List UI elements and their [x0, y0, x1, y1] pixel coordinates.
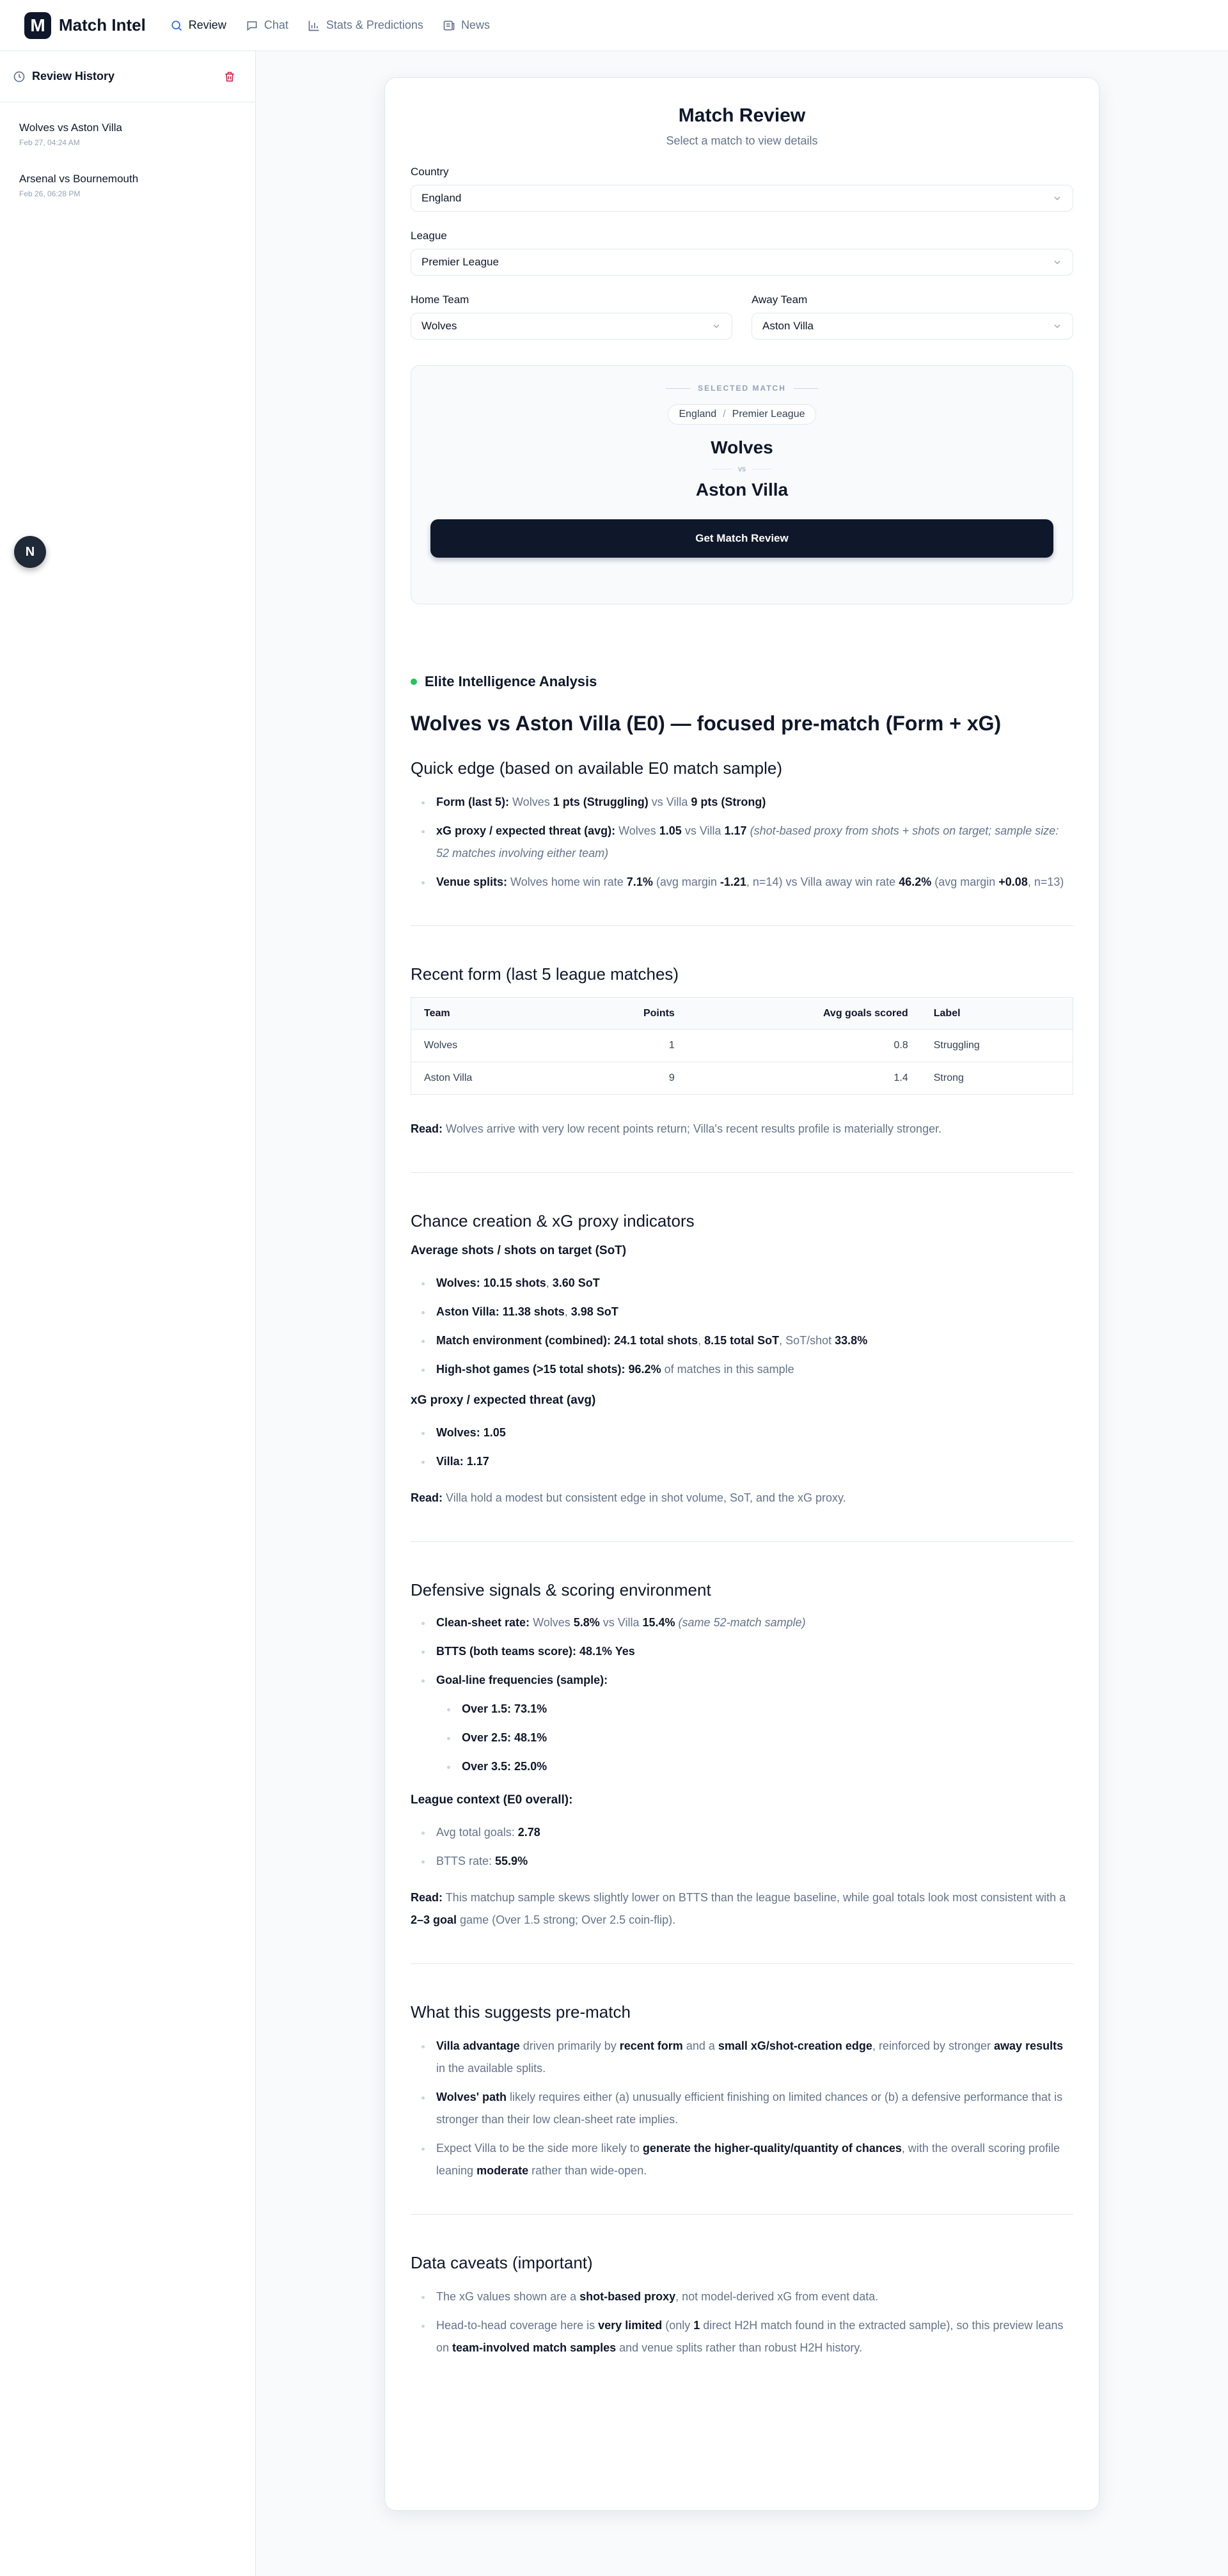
- league-value: Premier League: [421, 256, 499, 268]
- table-cell: 9: [668, 1072, 675, 1083]
- list-item: Villa: 1.17: [411, 1450, 1073, 1473]
- analysis-title: Wolves vs Aston Villa (E0) — focused pre-match (Form + xG): [411, 712, 1002, 735]
- pill-country: England: [679, 409, 717, 420]
- list-item: The xG values shown are a shot-based proxy, not model-derived xG from event data.: [411, 2286, 1073, 2308]
- list-item: Goal-line frequencies (sample): Over 1.5: 73.1% Over 2.5: 48.1% Over 3.5: 25.0%: [411, 1669, 1073, 1778]
- nav-chat[interactable]: [246, 19, 288, 32]
- table-cell: Wolves: [411, 1030, 568, 1062]
- list-item: Wolves: 10.15 shots, 3.60 SoT: [411, 1272, 1073, 1294]
- home-team-label: Home Team: [411, 294, 469, 306]
- section-chance-creation-title: Chance creation & xG proxy indicators: [411, 1211, 695, 1230]
- xg-subheading: xG proxy / expected threat (avg): [411, 1394, 596, 1407]
- country-select[interactable]: [411, 185, 1073, 212]
- section-suggests-title: What this suggests pre-match: [411, 2002, 631, 2022]
- table-cell: 0.8: [688, 1030, 921, 1062]
- defensive-list: [411, 1612, 1073, 1778]
- list-item: Venue splits: Wolves home win rate 7.1% (avg margin -1.21, n=14) vs Villa away win rate 46.2% (avg margin +0.08, n=13): [411, 871, 1073, 893]
- history-item-title: Wolves vs Aston Villa: [19, 122, 122, 134]
- newspaper-icon: [443, 19, 455, 32]
- nav-news[interactable]: [443, 19, 490, 32]
- home-team-value: Wolves: [421, 320, 457, 332]
- table-cell: 1: [567, 1030, 688, 1062]
- table-cell: Strong: [933, 1072, 964, 1083]
- shots-list: [411, 1272, 1073, 1381]
- chevron-down-icon: [711, 321, 721, 331]
- list-item: Head-to-head coverage here is very limited (only 1 direct H2H match found in the extracted sample), so this preview leans on team-involved match samples and venue splits rather than robust H2H history.: [411, 2314, 1073, 2359]
- list-item: Wolves: 1.05: [411, 1422, 1073, 1444]
- history-item-date: Feb 26, 06:28 PM: [19, 189, 81, 198]
- recent-form-table: [411, 997, 1073, 1095]
- selected-home-team: Wolves: [711, 437, 773, 457]
- selected-match-label: SELECTED MATCH: [430, 384, 1053, 393]
- xg-list: [411, 1422, 1073, 1473]
- list-item: BTTS (both teams score): 48.1% Yes: [411, 1640, 1073, 1663]
- away-team-label: Away Team: [752, 294, 808, 306]
- n-avatar-button[interactable]: N: [14, 536, 46, 568]
- list-item: Aston Villa: 11.38 shots, 3.98 SoT: [411, 1301, 1073, 1323]
- league-label: League: [411, 230, 447, 242]
- list-item: Over 1.5: 73.1%: [436, 1698, 1073, 1720]
- table-cell: Struggling: [921, 1030, 1073, 1062]
- top-navigation: [0, 0, 1228, 51]
- chevron-down-icon: [1052, 321, 1062, 331]
- get-match-review-button[interactable]: Get Match Review: [430, 519, 1053, 558]
- list-item: Over 3.5: 25.0%: [436, 1755, 1073, 1778]
- league-context-list: [411, 1821, 1073, 1873]
- nav-news-label: News: [460, 19, 490, 31]
- history-item[interactable]: [0, 173, 255, 198]
- chevron-down-icon: [1052, 193, 1062, 203]
- league-select[interactable]: [411, 249, 1073, 276]
- chart-icon: [308, 19, 320, 32]
- home-team-select[interactable]: [411, 313, 732, 340]
- clear-history-button[interactable]: [223, 70, 236, 83]
- nav-review[interactable]: [170, 19, 226, 32]
- shots-subheading: Average shots / shots on target (SoT): [411, 1244, 627, 1257]
- list-item: Clean-sheet rate: Wolves 5.8% vs Villa 15.4% (same 52-match sample): [411, 1612, 1073, 1634]
- nav-stats-label: Stats & Predictions: [326, 19, 423, 31]
- search-icon: [170, 19, 183, 32]
- selected-away-team: Aston Villa: [695, 480, 789, 499]
- history-item-date: Feb 27, 04:24 AM: [19, 138, 80, 147]
- section-defensive-title: Defensive signals & scoring environment: [411, 1580, 711, 1599]
- country-label: Country: [411, 166, 449, 178]
- country-value: England: [421, 192, 462, 204]
- selected-match-panel: [411, 365, 1073, 604]
- col-header: Points: [567, 998, 688, 1030]
- clock-icon: [13, 70, 26, 83]
- table-row: [411, 1062, 1073, 1095]
- review-history-sidebar: [0, 51, 256, 2576]
- trash-icon: [223, 70, 236, 83]
- history-item[interactable]: [0, 122, 255, 147]
- list-item: Over 2.5: 48.1%: [436, 1727, 1073, 1749]
- list-item: Match environment (combined): 24.1 total shots, 8.15 total SoT, SoT/shot 33.8%: [411, 1330, 1073, 1352]
- nav-stats[interactable]: [308, 19, 423, 32]
- col-header: Label: [921, 998, 1073, 1030]
- table-header-row: [411, 998, 1073, 1030]
- app-title[interactable]: Match Intel: [59, 15, 146, 35]
- match-review-card: [384, 77, 1099, 2511]
- list-item: Avg total goals: 2.78: [411, 1821, 1073, 1844]
- logo-letter: M: [30, 15, 45, 35]
- league-context-subheading: League context (E0 overall):: [411, 1793, 573, 1807]
- caveats-list: [411, 2286, 1073, 2359]
- history-item-title: Arsenal vs Bournemouth: [19, 173, 139, 185]
- list-item: Form (last 5): Wolves 1 pts (Struggling) vs Villa 9 pts (Strong): [411, 791, 1073, 813]
- nav-review-label: Review: [188, 19, 226, 31]
- app-logo[interactable]: [24, 12, 51, 39]
- pill-separator: /: [723, 409, 726, 420]
- chance-creation-read: Read: Villa hold a modest but consistent edge in shot volume, SoT, and the xG proxy.: [411, 1491, 846, 1504]
- col-header: Team: [411, 998, 568, 1030]
- away-team-value: Aston Villa: [762, 320, 814, 332]
- quick-edge-list: [411, 791, 1073, 893]
- elite-analysis-badge: Elite Intelligence Analysis: [411, 673, 1073, 690]
- pill-league: Premier League: [732, 409, 805, 420]
- table-cell: Aston Villa: [424, 1072, 473, 1083]
- list-item: xG proxy / expected threat (avg): Wolves 1.05 vs Villa 1.17 (shot-based proxy from shots + shots on target; sample size: 52 matches involving either team): [411, 820, 1073, 865]
- list-item: Wolves' path likely requires either (a) unusually efficient finishing on limited chances or (b) a defensive performance that is stronger than their low clean-sheet rate implies.: [411, 2086, 1073, 2131]
- table-row: [411, 1030, 1073, 1062]
- page-subtitle: Select a match to view details: [666, 134, 818, 147]
- table-cell: 1.4: [893, 1072, 908, 1083]
- section-quick-edge-title: Quick edge (based on available E0 match sample): [411, 758, 782, 778]
- vs-divider: vs: [430, 464, 1053, 473]
- page-title: Match Review: [678, 105, 806, 126]
- section-caveats-title: Data caveats (important): [411, 2253, 593, 2272]
- status-dot: [411, 679, 417, 685]
- col-header: Avg goals scored: [688, 998, 921, 1030]
- sidebar-title: Review History: [32, 70, 115, 82]
- away-team-select[interactable]: [752, 313, 1073, 340]
- sidebar-header: [0, 51, 255, 102]
- list-item: Villa advantage driven primarily by recent form and a small xG/shot-creation edge, reinforced by stronger away results in the available splits.: [411, 2035, 1073, 2080]
- list-item: High-shot games (>15 total shots): 96.2% of matches in this sample: [411, 1358, 1073, 1381]
- chevron-down-icon: [1052, 257, 1062, 267]
- chat-icon: [246, 19, 258, 32]
- section-recent-form-title: Recent form (last 5 league matches): [411, 964, 679, 984]
- recent-form-read: Read: Wolves arrive with very low recent points return; Villa's recent results profile is materially stronger.: [411, 1122, 942, 1135]
- defensive-read: Read: This matchup sample skews slightly lower on BTTS than the league baseline, while goal totals look most consistent with a 2–3 goal game (Over 1.5 strong; Over 2.5 coin-flip).: [411, 1891, 1066, 1926]
- list-item: Expect Villa to be the side more likely to generate the higher-quality/quantity of chances, with the overall scoring profile leaning moderate rather than wide-open.: [411, 2137, 1073, 2182]
- competition-pill: [668, 404, 815, 425]
- suggests-list: [411, 2035, 1073, 2182]
- list-item: BTTS rate: 55.9%: [411, 1850, 1073, 1873]
- nav-chat-label: Chat: [264, 19, 288, 31]
